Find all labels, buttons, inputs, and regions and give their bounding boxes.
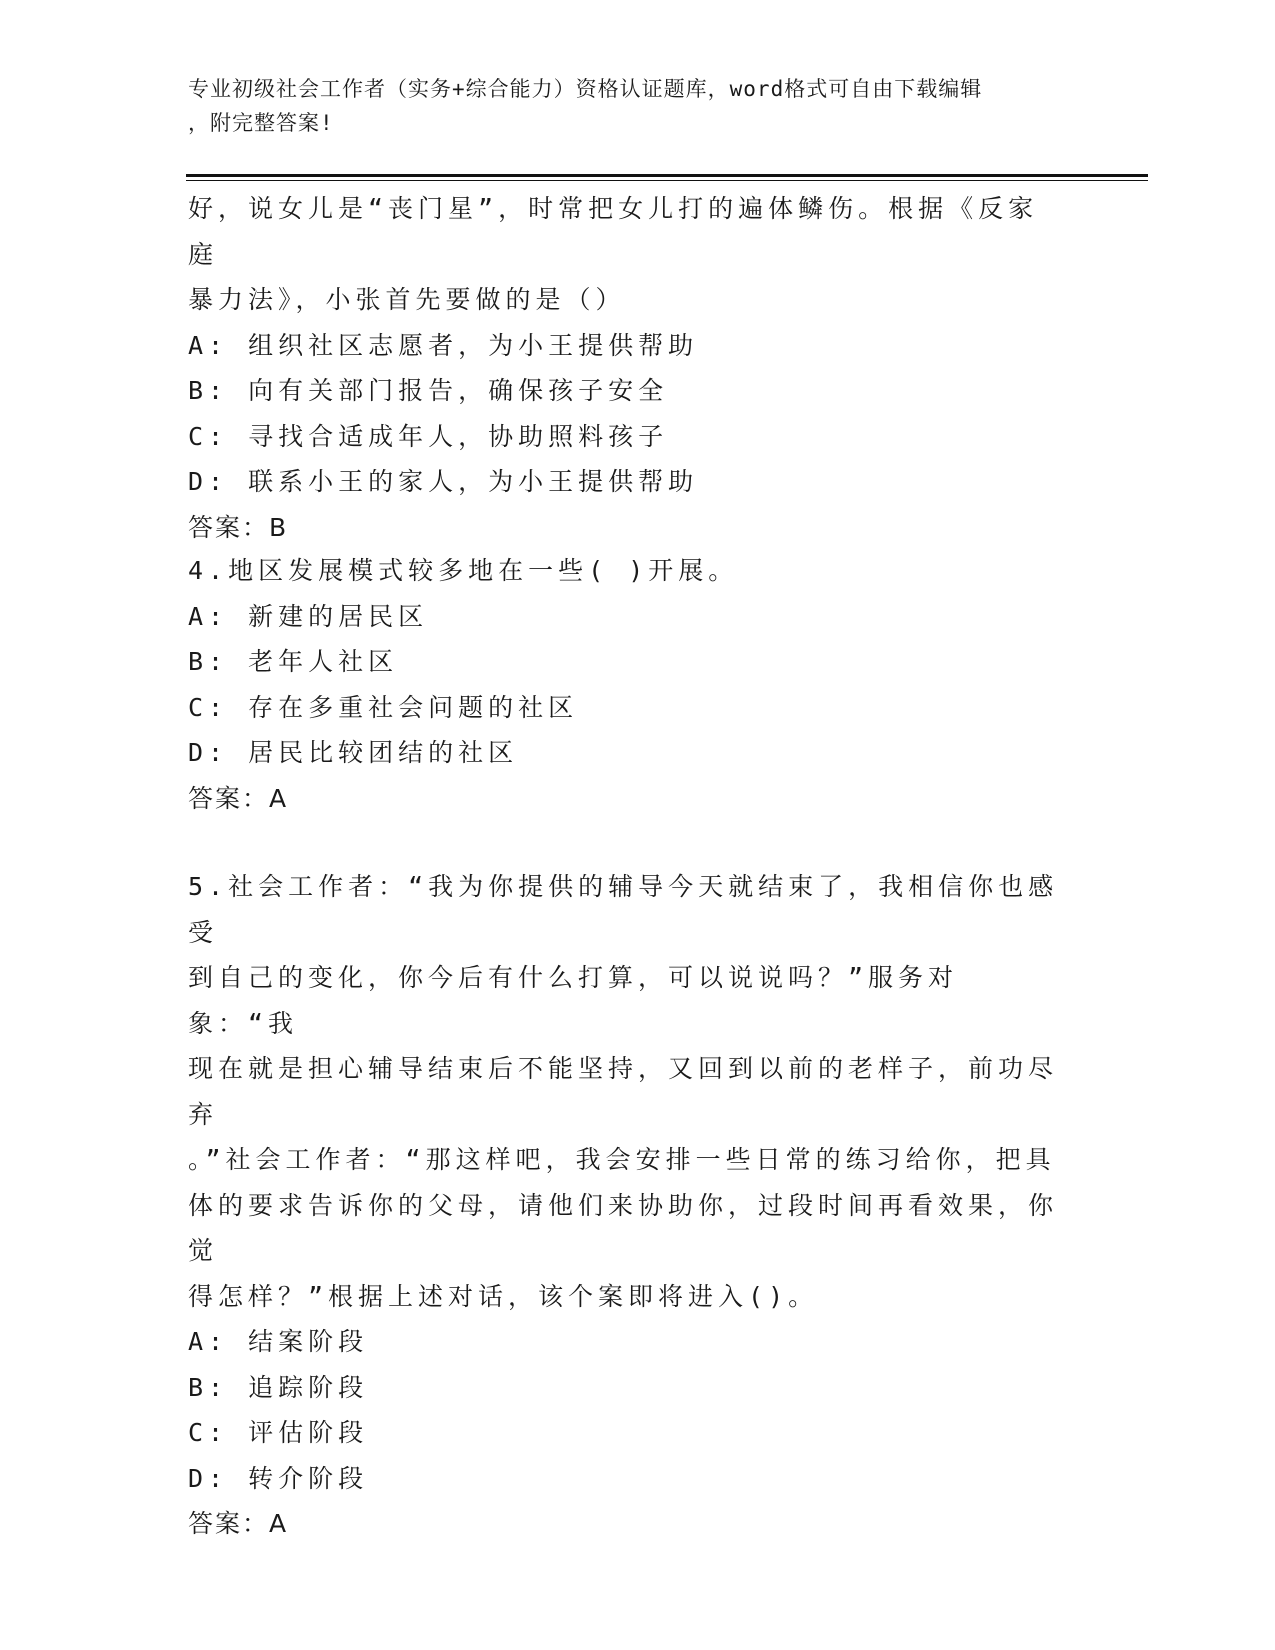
option-c: C: 存在多重社会问题的社区 (188, 692, 579, 722)
question-stem-line: 体的要求告诉你的父母，请他们来协助你，过段时间再看效果，你觉 (188, 1190, 1059, 1265)
question-stem-line: 好，说女儿是“丧门星”，时常把女儿打的遍体鳞伤。根据《反家庭 (188, 194, 1039, 269)
option-a: A: 新建的居民区 (188, 601, 429, 631)
option-c: C: 寻找合适成年人，协助照料孩子 (188, 421, 669, 451)
option-d: D: 联系小王的家人，为小王提供帮助 (188, 467, 699, 496)
header-rule-thick (186, 174, 1148, 177)
header-line-1: 专业初级社会工作者（实务+综合能力）资格认证题库，word格式可自由下载编辑 (188, 77, 983, 101)
option-d: D: 转介阶段 (188, 1463, 369, 1493)
question-stem-line: 到自己的变化，你今后有什么打算，可以说说吗？”服务对象：“我 (188, 963, 959, 1038)
question-stem-line: 4.地区发展模式较多地在一些( )开展。 (188, 556, 739, 585)
question-stem-line: 现在就是担心辅导结束后不能坚持，又回到以前的老样子，前功尽弃 (188, 1054, 1059, 1129)
question-stem-line: 暴力法》，小张首先要做的是（） (188, 285, 626, 314)
option-d: D: 居民比较团结的社区 (188, 738, 519, 767)
question-5-block (188, 864, 1068, 1547)
option-b: B: 老年人社区 (188, 647, 399, 676)
option-b: B: 向有关部门报告，确保孩子安全 (188, 376, 669, 405)
option-b: B: 追踪阶段 (188, 1372, 369, 1402)
question-stem-line: 5.社会工作者：“我为你提供的辅导今天就结束了，我相信你也感受 (188, 872, 1059, 947)
option-c: C: 评估阶段 (188, 1418, 369, 1447)
question-stem-line: 。”社会工作者：“那这样吧，我会安排一些日常的练习给你，把具 (188, 1145, 1056, 1174)
option-a: A: 组织社区志愿者，为小王提供帮助 (188, 330, 699, 360)
answer-line: 答案：A (188, 783, 289, 813)
answer-line: 答案：B (188, 512, 289, 542)
header-rule-thin (186, 180, 1148, 181)
option-a: A: 结案阶段 (188, 1327, 369, 1356)
header-line-2: ，附完整答案! (188, 111, 334, 135)
document-header (188, 72, 1068, 140)
question-stem-line: 得怎样？”根据上述对话，该个案即将进入()。 (188, 1281, 819, 1311)
answer-line: 答案：A (188, 1509, 289, 1538)
question-4-block (188, 548, 1068, 821)
question-3-block (188, 186, 1068, 550)
